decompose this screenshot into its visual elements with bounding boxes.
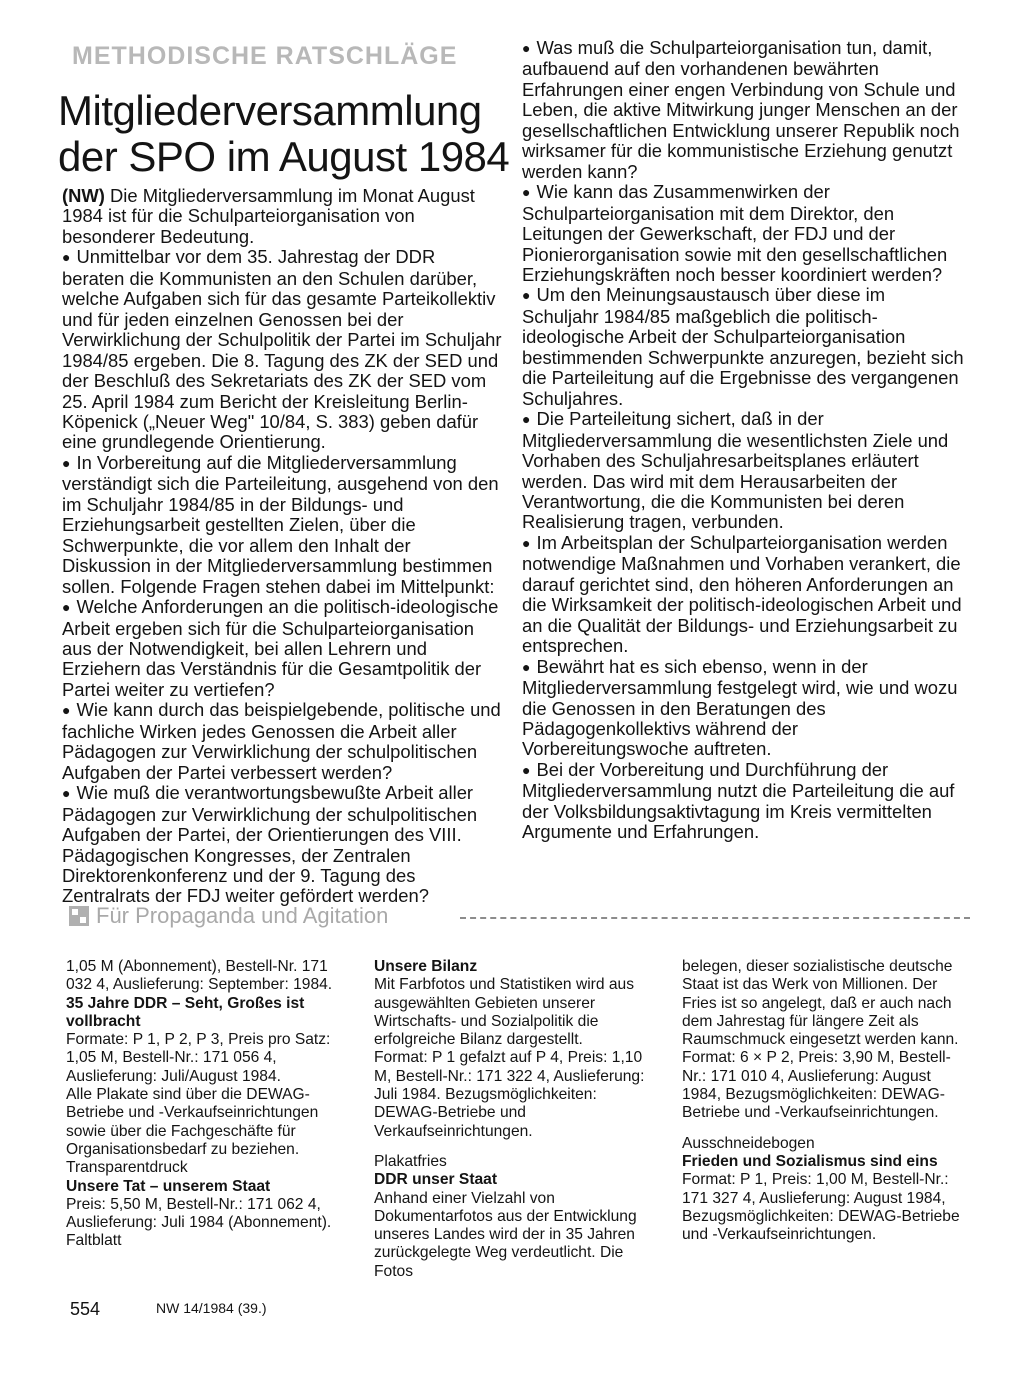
bulletin-body: Anhand einer Vielzahl von Dokumentarfotos aus der Entwicklung unseres Landes wird der in 35 Jahren zurückgelegte Weg verdeutlicht. Die Fotos	[374, 1189, 637, 1280]
bulletin-kind: Faltblatt	[66, 1232, 122, 1250]
bulletin-title: DDR unser Staat	[374, 1171, 498, 1189]
bulletin-column-1	[66, 958, 348, 1251]
issue-reference: NW 14/1984 (39.)	[156, 1300, 267, 1316]
article-column-left	[62, 186, 502, 907]
page-number: 554	[70, 1299, 101, 1319]
paragraph-2: ● In Vorbereitung auf die Mitgliederversammlung verständigt sich die Parteileitung, ausgehend von den im Schuljahr 1984/85 in der Bildungs- und Erziehungsarbeit gestellten Zielen, über die Schwerpunkte, die vor allem den Inhalt der Diskussion in der Mitgliederversammlung bestimmen sollen. Folgende Fragen stehen dabei im Mittelpunkt:	[62, 453, 502, 597]
bulletin-column-2	[374, 958, 658, 1281]
source-tag: (NW)	[62, 185, 105, 206]
article-lead	[62, 186, 502, 247]
paragraph-7: ● Bei der Vorbereitung und Durchführung der Mitgliederversammlung nutzt die Parteileitung die auf der Volksbildungsaktivtagung im Kreis vermittelten Argumente und Erfahrungen.	[522, 760, 964, 843]
bulletin-body: Format: 6 × P 2, Preis: 3,90 M, Bestell-Nr.: 171 010 4, Auslieferung: August 1984, Bezugsmöglichkeiten: DEWAG-Betriebe und -Verkaufseinrichtungen.	[682, 1049, 951, 1122]
question-1: ● Welche Anforderungen an die politisch-ideologische Arbeit ergeben sich für die Schulparteiorganisation aus der Notwendigkeit, bei allen Lehrern und Erziehern das Verständnis für die Gesamtpolitik der Partei weiter zu vertiefen?	[62, 597, 502, 700]
section-icon	[68, 905, 90, 927]
bulletin-title: Unsere Tat – unserem Staat	[66, 1177, 271, 1195]
bulletin-body: Alle Plakate sind über die DEWAG-Betriebe und -Verkaufseinrichtungen sowie über die Fachgeschäfte für Organisationsbedarf zu beziehen.	[66, 1086, 319, 1158]
bulletin-kind: Plakatfries	[374, 1152, 447, 1170]
question-2: ● Wie kann durch das beispielgebende, politische und fachliche Wirken jedes Genossen die Arbeit aller Pädagogen zur Verwirklichung der schulpolitischen Aufgaben der Partei verbessert werden?	[62, 700, 502, 783]
bulletin-body: Formate: P 1, P 2, P 3, Preis pro Satz: 1,05 M, Bestell-Nr.: 171 056 4, Auslieferung: Juli/August 1984.	[66, 1031, 331, 1085]
bulletin-kind: Transparentdruck	[66, 1159, 188, 1177]
bulletin-title: Unsere Bilanz	[374, 958, 478, 975]
headline-line-2: der SPO im August 1984	[58, 133, 510, 180]
bulletin-kind: Ausschneidebogen	[682, 1134, 815, 1152]
section-rule	[460, 917, 970, 919]
bulletin-column-3	[682, 958, 964, 1244]
question-4: ● Was muß die Schulparteiorganisation tun, damit, aufbauend auf den vorhandenen bewährten Erfahrungen einer engen Verbindung von Schule und Leben, die aktive Mitwirkung junger Menschen an der gesellschaftlichen Entwicklung unserer Republik noch wirksamer für die kommunistische Erziehung genutzt werden kann?	[522, 38, 964, 182]
bulletin-intro: 1,05 M (Abonnement), Bestell-Nr. 171 032 4, Auslieferung: September: 1984.	[66, 958, 333, 994]
paragraph-3: ● Um den Meinungsaustausch über diese im Schuljahr 1984/85 maßgeblich die politisch-ideologische Arbeit der Schulparteiorganisation bestimmenden Schwerpunkte anzuregen, bezieht sich die Parteileitung auf die Ergebnisse des vergangenen Schuljahres.	[522, 285, 964, 409]
section-label: Für Propaganda und Agitation	[96, 903, 389, 928]
bulletin-title: 35 Jahre DDR – Seht, Großes ist vollbracht	[66, 994, 305, 1030]
article-column-right	[522, 38, 964, 843]
paragraph-6: ● Bewährt hat es sich ebenso, wenn in der Mitgliederversammlung festgelegt wird, wie und wozu die Genossen in den Beratungen des Pädagogenkollektivs während der Vorbereitungswoche auftreten.	[522, 657, 964, 760]
paragraph-1: ● Unmittelbar vor dem 35. Jahrestag der DDR beraten die Kommunisten an den Schulen darüber, welche Aufgaben sich für das gesamte Parteikollektiv und für jeden einzelnen Genossen bei der Verwirklichung der Schulpolitik der Partei im Schuljahr 1984/85 ergeben. Die 8. Tagung des ZK der SED und der Beschluß des Sekretariats des ZK der SED vom 25. April 1984 zum Bericht der Kreisleitung Berlin-Köpenick („Neuer Weg" 10/84, S. 383) geben dafür eine grundlegende Orientierung.	[62, 247, 502, 453]
bulletin-body: belegen, dieser sozialistische deutsche Staat ist das Werk von Millionen. Der Fries ist so angelegt, daß er auch nach dem Jahrestag für längere Zeit als Raumschmuck eingesetzt werden kann.	[682, 958, 959, 1049]
paragraph-5: ● Im Arbeitsplan der Schulparteiorganisation werden notwendige Maßnahmen und Vorhaben verankert, die darauf gerichtet sind, den höheren Anforderungen an die Wirksamkeit der politisch-ideologischen Arbeit und an die Qualität der Bildungs- und Erziehungsarbeit zu entsprechen.	[522, 533, 964, 657]
paragraph-4: ● Die Parteileitung sichert, daß in der Mitgliederversammlung die wesentlichsten Ziele und Vorhaben des Schuljahresarbeitsplanes erläutert werden. Das wird mit dem Herausarbeiten der Verantwortung, die die Kommunisten bei deren Realisierung tragen, verbunden.	[522, 409, 964, 533]
bulletin-body: Preis: 5,50 M, Bestell-Nr.: 171 062 4, Auslieferung: Juli 1984 (Abonnement).	[66, 1195, 332, 1232]
section-header	[68, 903, 970, 933]
bulletin-title: Frieden und Sozialismus sind eins	[682, 1152, 938, 1170]
bulletin-body: Mit Farbfotos und Statistiken wird aus ausgewählten Gebieten unserer Wirtschafts- und Sozialpolitik die erfolgreiche Bilanz dargestellt.	[374, 976, 635, 1049]
section-kicker: METHODISCHE RATSCHLÄGE	[72, 42, 458, 70]
article-headline	[58, 88, 509, 180]
lead-text: Die Mitgliederversammlung im Monat August 1984 ist für die Schulparteiorganisation von besonderer Bedeutung.	[62, 185, 475, 247]
bulletin-body: Format: P 1 gefalzt auf P 4, Preis: 1,10 M, Bestell-Nr.: 171 322 4, Auslieferung: Juli 1984. Bezugsmöglichkeiten: DEWAG-Betriebe und Verkaufseinrichtungen.	[374, 1049, 645, 1140]
question-5: ● Wie kann das Zusammenwirken der Schulparteiorganisation mit dem Direktor, den Leitungen der Gewerkschaft, der FDJ und der Pionierorganisation sowie mit den gesellschaftlichen Erziehungskräften noch besser koordiniert werden?	[522, 182, 964, 285]
question-3: ● Wie muß die verantwortungsbewußte Arbeit aller Pädagogen zur Verwirklichung der schulpolitischen Aufgaben der Partei, der Orientierungen des VIII. Pädagogischen Kongresses, der Zentralen Direktorenkonferenz und der 9. Tagung des Zentralrats der FDJ weiter gefördert werden?	[62, 783, 502, 907]
headline-line-1: Mitgliederversammlung	[58, 87, 482, 134]
bulletin-body: Format: P 1, Preis: 1,00 M, Bestell-Nr.: 171 327 4, Auslieferung: August 1984, Bezugsmöglichkeiten: DEWAG-Betriebe und -Verkaufseinrichtungen.	[682, 1171, 960, 1244]
